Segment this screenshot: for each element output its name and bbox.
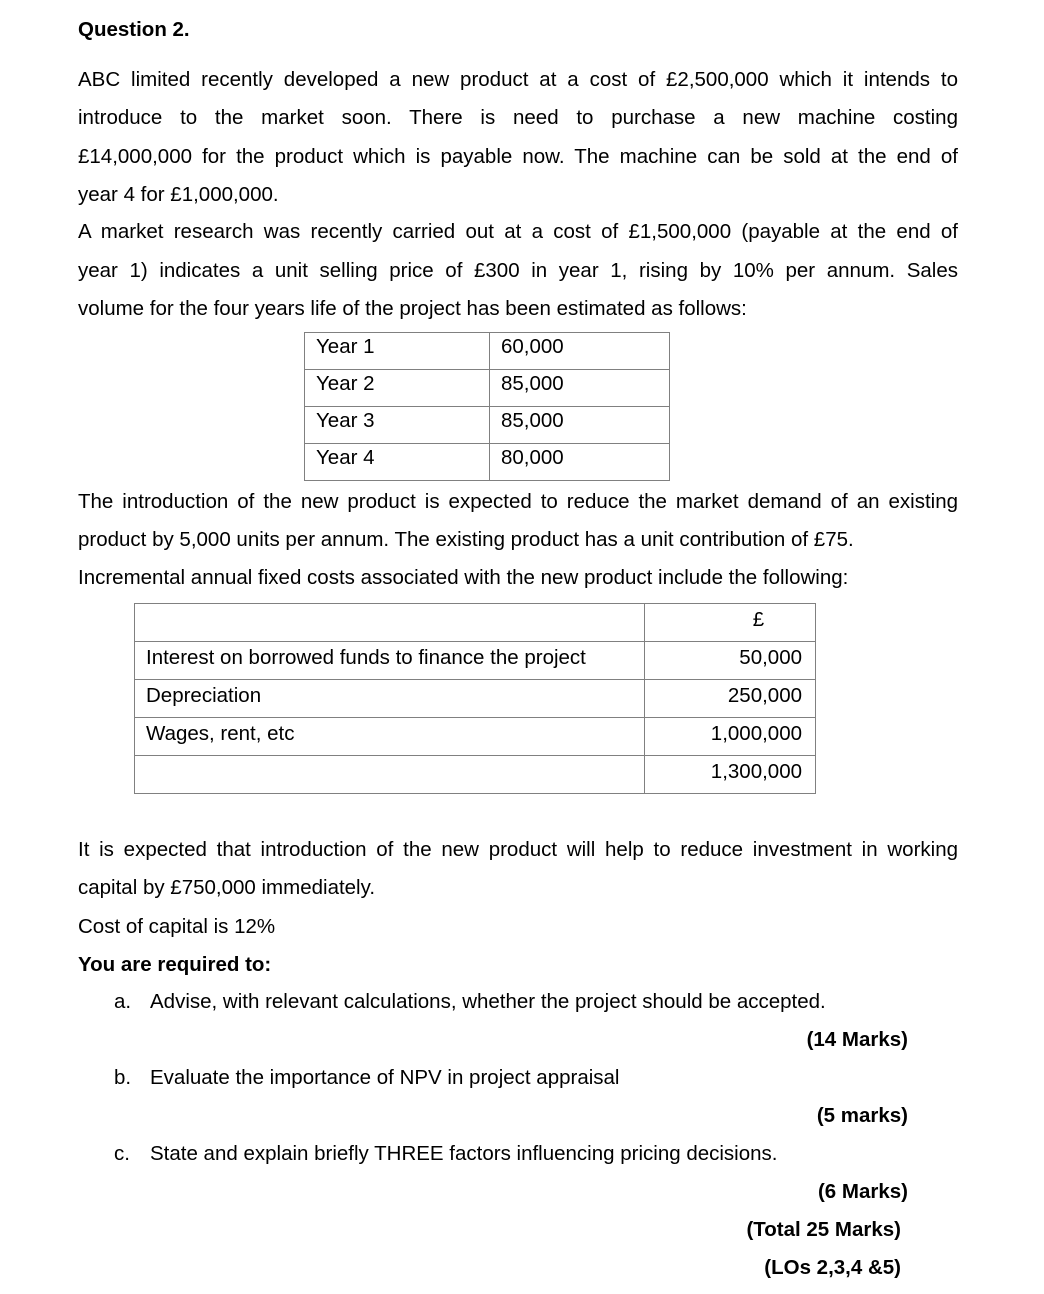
research-line: year 1) indicates a unit selling price of £300 in year 1, rising by 10% per annum. Sales	[78, 259, 958, 282]
research-line: A market research was recently carried out at a cost of £1,500,000 (payable at the end of	[78, 220, 958, 243]
demand-line: product by 5,000 units per annum. The existing product has a unit contribution of £75.	[78, 528, 854, 551]
table-row	[305, 444, 670, 481]
table-row	[305, 370, 670, 407]
question-title: Question 2.	[78, 18, 190, 41]
table-row	[135, 718, 816, 756]
intro-line: year 4 for £1,000,000.	[78, 183, 279, 206]
table-row	[305, 333, 670, 370]
header-empty-cell	[135, 604, 645, 642]
requirement-marks: (14 Marks)	[806, 1028, 908, 1051]
cost-total-cell: 1,300,000	[645, 756, 816, 794]
demand-line: The introduction of the new product is expected to reduce the market demand of an existing	[78, 490, 958, 513]
requirement-letter: a.	[114, 990, 132, 1013]
volume-cell: 85,000	[490, 370, 670, 407]
cost-item-cell: Depreciation	[135, 680, 645, 718]
year-cell: Year 1	[305, 333, 490, 370]
total-marks: (Total 25 Marks)	[746, 1218, 901, 1241]
year-cell: Year 4	[305, 444, 490, 481]
table-row	[305, 407, 670, 444]
requirement-letter: c.	[114, 1142, 130, 1165]
cost-amount-cell: 250,000	[645, 680, 816, 718]
table-header-row	[135, 604, 816, 642]
working-capital-line: capital by £750,000 immediately.	[78, 876, 376, 899]
table-row	[135, 642, 816, 680]
working-capital-line: It is expected that introduction of the new product will help to reduce investment in working	[78, 838, 958, 861]
intro-line: ABC limited recently developed a new product at a cost of £2,500,000 which it intends to	[78, 68, 958, 91]
demand-line: Incremental annual fixed costs associated with the new product include the following:	[78, 566, 849, 589]
year-cell: Year 2	[305, 370, 490, 407]
requirement-text: State and explain briefly THREE factors influencing pricing decisions.	[150, 1142, 778, 1165]
research-line: volume for the four years life of the project has been estimated as follows:	[78, 297, 747, 320]
learning-outcomes: (LOs 2,3,4 &5)	[764, 1256, 901, 1279]
volume-cell: 60,000	[490, 333, 670, 370]
table-row	[135, 680, 816, 718]
cost-amount-cell: 50,000	[645, 642, 816, 680]
cost-item-cell: Interest on borrowed funds to finance the project	[135, 642, 645, 680]
table-row	[135, 756, 816, 794]
currency-header: £	[645, 604, 816, 642]
intro-line: introduce to the market soon. There is need to purchase a new machine costing	[78, 106, 958, 129]
year-cell: Year 3	[305, 407, 490, 444]
requirement-marks: (6 Marks)	[817, 1180, 908, 1203]
intro-line: £14,000,000 for the product which is payable now. The machine can be sold at the end of	[78, 145, 958, 168]
requirement-text: Advise, with relevant calculations, whether the project should be accepted.	[150, 990, 826, 1013]
fixed-costs-table	[134, 603, 816, 794]
requirement-marks: (5 marks)	[816, 1104, 908, 1127]
requirement-text: Evaluate the importance of NPV in project appraisal	[150, 1066, 620, 1089]
cost-item-cell: Wages, rent, etc	[135, 718, 645, 756]
sales-volume-table	[304, 332, 670, 481]
cost-amount-cell: 1,000,000	[645, 718, 816, 756]
cost-of-capital: Cost of capital is 12%	[78, 915, 276, 938]
cost-item-cell	[135, 756, 645, 794]
volume-cell: 80,000	[490, 444, 670, 481]
requirement-letter: b.	[114, 1066, 132, 1089]
volume-cell: 85,000	[490, 407, 670, 444]
required-heading: You are required to:	[78, 953, 272, 976]
